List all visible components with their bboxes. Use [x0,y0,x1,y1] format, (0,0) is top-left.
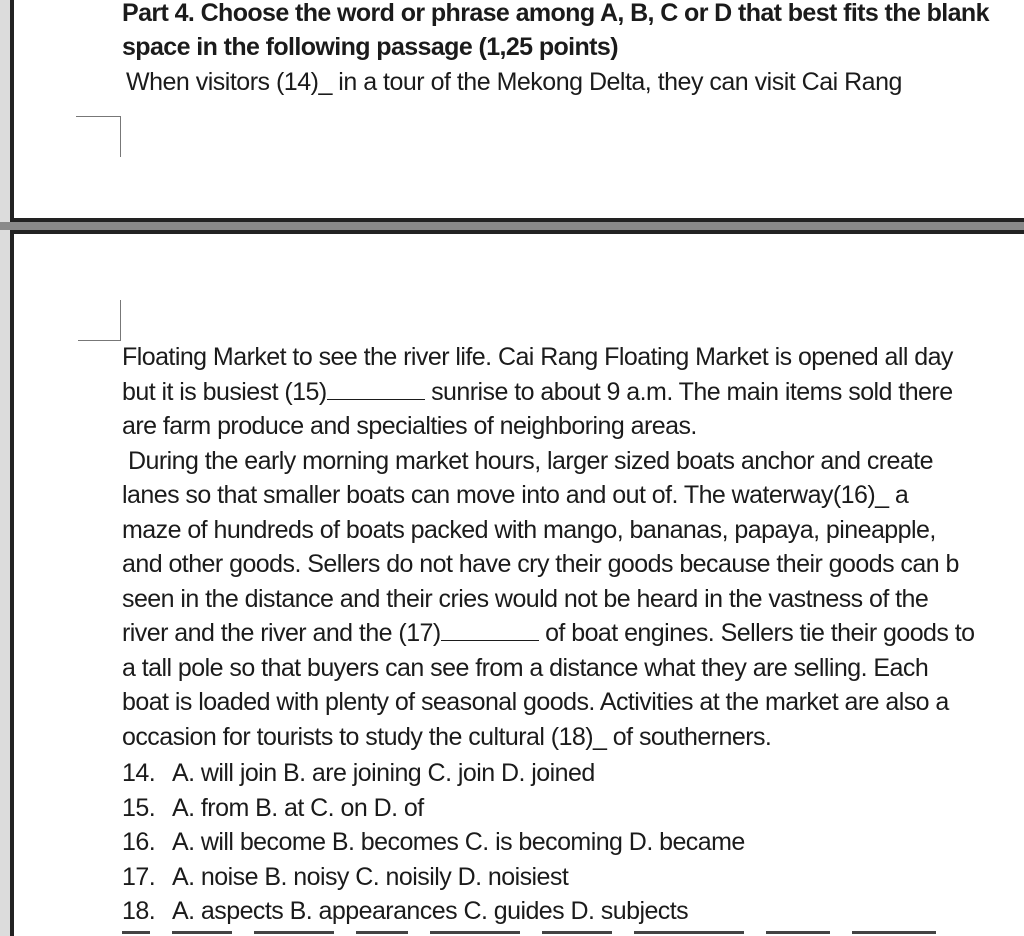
question-options: A. will join B. are joining C. join D. joined [172,759,595,787]
question-number: 17. [122,862,156,891]
passage-line: lanes so that smaller boats can move into and out of. The waterway(16)_ a [122,481,909,509]
question-number: 15. [122,793,156,822]
passage-text: but it is busiest (15) [122,377,327,406]
question-item [122,860,1022,895]
question-item [122,756,1022,791]
question-list [122,756,1022,929]
section-heading [122,0,1022,64]
passage-line: maze of hundreds of boats packed with mango, bananas, papaya, pineapple, [122,515,936,544]
document-page-top [10,0,1024,222]
answer-blank-15 [327,379,425,400]
crop-mark [76,116,121,157]
passage-intro-line: When visitors (14)_ in a tour of the Mekong Delta, they can visit Cai Rang [126,68,902,96]
question-options: A. will become B. becomes C. is becoming D. became [172,828,745,856]
question-item [122,791,1022,826]
crop-mark [78,300,121,341]
question-item [122,894,1022,929]
page-separator [0,222,1024,230]
heading-line-1: Part 4. Choose the word or phrase among A, B, C or D that best fits the blank [122,0,989,27]
passage-line [122,616,1024,651]
passage-line: boat is loaded with plenty of seasonal goods. Activities at the market are also a [122,688,949,716]
viewer-background-strip [0,0,10,936]
passage-line: Floating Market to see the river life. Cai Rang Floating Market is opened all day [122,343,953,371]
passage-line: seen in the distance and their cries would not be heard in the vastness of the [122,584,929,613]
passage-text: river and the river and the (17) [122,619,441,647]
question-number: 18. [122,897,156,925]
passage-line: occasion for tourists to study the cultural (18)_ of southerners. [122,722,772,751]
passage-text: of boat engines. Sellers tie their goods to [538,619,975,647]
document-page-main [10,230,1024,936]
heading-line-2: space in the following passage (1,25 points) [122,33,618,61]
answer-blank-17 [441,620,539,641]
question-options: A. aspects B. appearances C. guides D. subjects [172,897,689,925]
passage-text: sunrise to about 9 a.m. The main items sold there [424,377,953,406]
question-options: A. from B. at C. on D. of [172,793,424,822]
cropped-next-line [122,931,1022,936]
passage-line: During the early morning market hours, larger sized boats anchor and create [128,446,934,475]
passage-line: and other goods. Sellers do not have cry their goods because their goods can b [122,550,959,578]
question-number: 16. [122,828,156,856]
passage-line: are farm produce and specialties of neighboring areas. [122,412,697,440]
question-options: A. noise B. noisy C. noisily D. noisiest [172,862,569,891]
reading-passage [122,340,1024,754]
question-item [122,825,1022,860]
question-number: 14. [122,759,156,787]
passage-line [122,375,1024,410]
passage-line: a tall pole so that buyers can see from a distance what they are selling. Each [122,653,929,682]
